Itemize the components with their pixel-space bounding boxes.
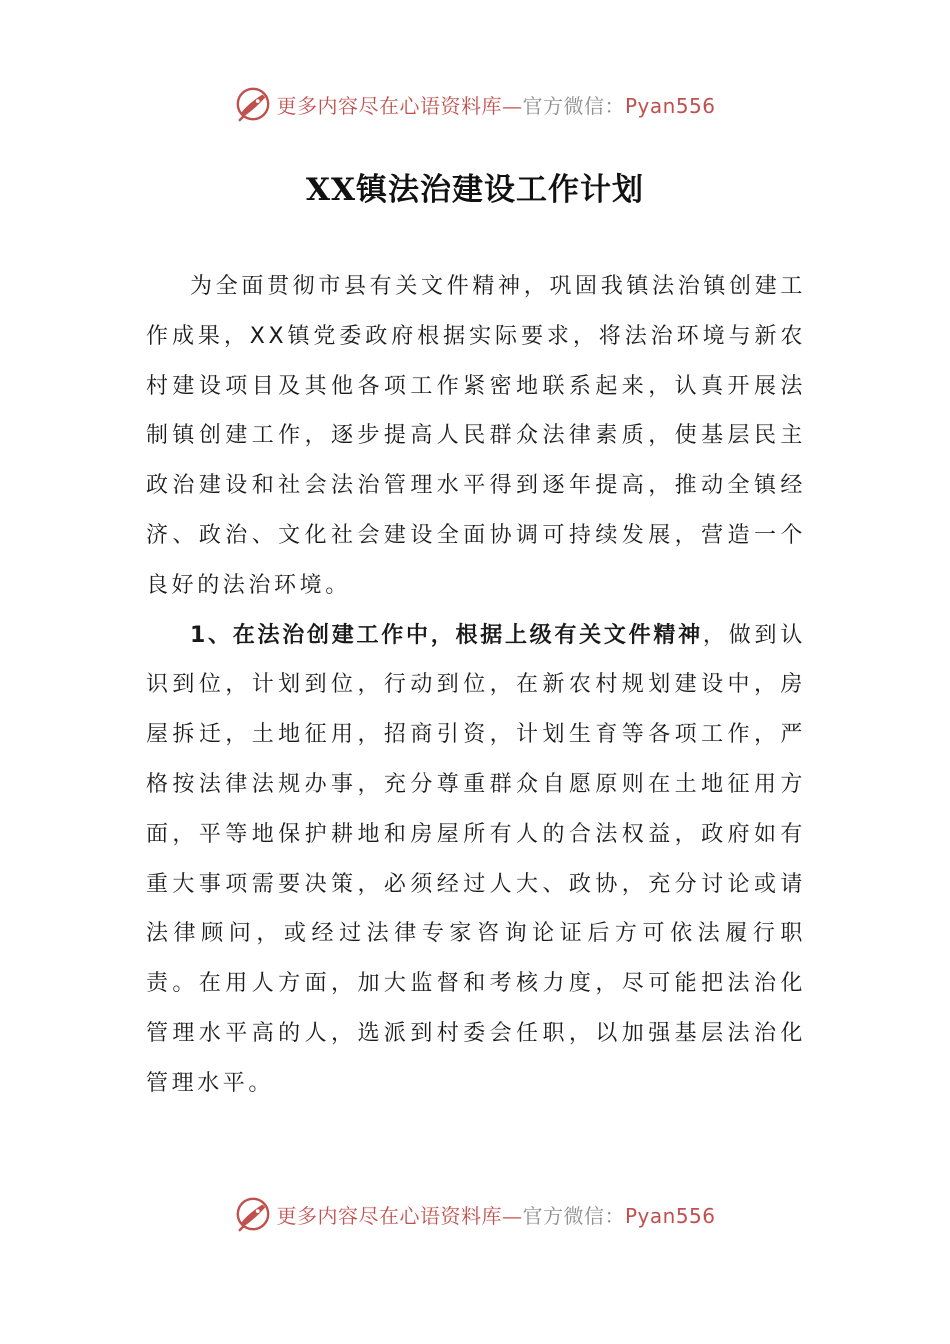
document-body xyxy=(146,262,806,1109)
header-watermark xyxy=(0,84,950,124)
paragraph-item-1-body: ，做到认识到位，计划到位，行动到位，在新农村规划建设中，房屋拆迁，土地征用，招商引资，计划生育等各项工作，严格按法律法规办事，充分尊重群众自愿原则在土地征用方面，平等地保护耕地和房屋所有人的合法权益，政府如有重大事项需要决策，必须经过人大、政协，充分讨论或请法律顾问，或经过法律专家咨询论证后方可依法履行职责。在用人方面，加大监督和考核力度，尽可能把法治化管理水平高的人，选派到村委会任职，以加强基层法治化管理水平。 xyxy=(146,622,806,1096)
watermark-id: Pyan556 xyxy=(624,1203,716,1228)
watermark-id: Pyan556 xyxy=(624,93,716,118)
paragraph-item-1-lead: 1、在法治创建工作中，根据上级有关文件精神 xyxy=(190,622,703,648)
pen-nib-logo-icon xyxy=(234,85,272,123)
watermark-main-text: 更多内容尽在心语资料库 xyxy=(276,93,502,118)
watermark-dash: — xyxy=(501,1203,523,1228)
document-title: XX镇法治建设工作计划 xyxy=(305,172,645,208)
watermark-text xyxy=(276,90,715,119)
paragraph-item-1 xyxy=(146,611,806,1109)
watermark-label: 官方微信： xyxy=(522,1203,625,1228)
paragraph-intro: 为全面贯彻市县有关文件精神，巩固我镇法治镇创建工作成果，XX镇党委政府根据实际要求，将法治环境与新农村建设项目及其他各项工作紧密地联系起来，认真开展法制镇创建工作，逐步提高人民群众法律素质，使基层民主政治建设和社会法治管理水平得到逐年提高，推动全镇经济、政治、文化社会建设全面协调可持续发展，营造一个良好的法治环境。 xyxy=(146,274,806,598)
pen-nib-logo-icon xyxy=(234,1195,272,1233)
watermark-label: 官方微信： xyxy=(522,93,625,118)
watermark-dash: — xyxy=(501,93,523,118)
footer-watermark xyxy=(0,1194,950,1234)
watermark-text xyxy=(276,1200,715,1229)
watermark-main-text: 更多内容尽在心语资料库 xyxy=(276,1203,502,1228)
